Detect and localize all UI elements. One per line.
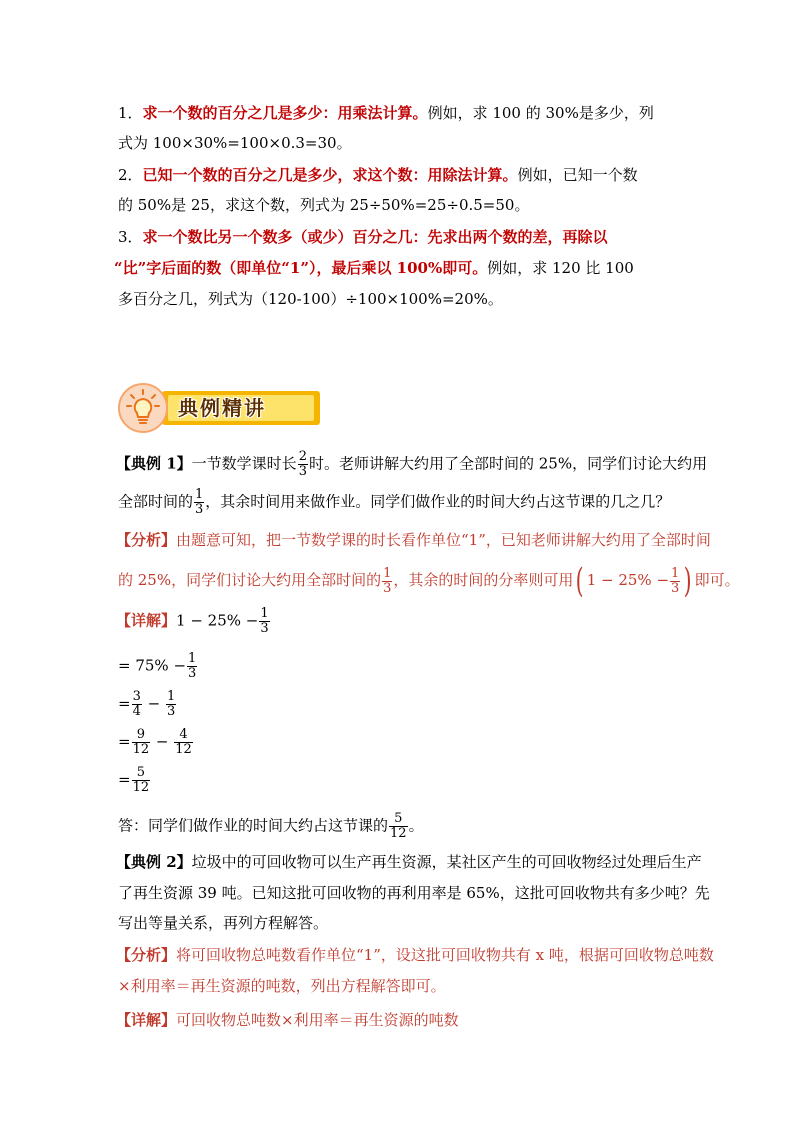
question-text: 垃圾中的可回收物可以生产再生资源，某社区产生的可回收物经过处理后生产 — [191, 853, 702, 871]
right-paren: ) — [683, 561, 692, 601]
analysis-text: 将可回收物总吨数看作单位“1”，设这批可回收物共有 x 吨，根据可回收物总吨数 — [176, 946, 714, 964]
question-text: 时。老师讲解大约用了全部时间的 25%，同学们讨论大约用 — [308, 454, 708, 473]
example-2-analysis-line-1 — [116, 945, 714, 965]
fraction — [132, 690, 142, 719]
numerator: 1 — [195, 487, 204, 502]
left-paren: ( — [576, 561, 585, 601]
numerator: 1 — [383, 565, 392, 581]
question-text: ，其余时间用来做作业。同学们做作业的时间大约占这节课的几之几？ — [205, 492, 671, 511]
rule-number: 2． — [118, 166, 143, 184]
numerator: 1 — [188, 651, 197, 666]
step-text: = — [118, 694, 131, 713]
rule-3-line-2 — [114, 258, 634, 278]
fraction — [259, 607, 269, 636]
rule-3-line-3: 多百分之几，列式为（120-100）÷100×100%=20%。 — [118, 290, 503, 308]
denominator: 3 — [188, 666, 197, 681]
step-text: = — [118, 770, 131, 789]
example-2-question-line-2: 了再生资源 39 吨。已知这批可回收物的再利用率是 65%，这批可回收物共有多少吨？先 — [118, 884, 710, 902]
question-text: 一节数学课时长 — [191, 454, 297, 473]
fraction — [382, 567, 392, 596]
rule-1-line-2: 式为 100×30%=100×0.3=30。 — [118, 134, 352, 152]
example-2-detail-line-1 — [116, 1010, 459, 1030]
example-2-label: 【典例 2】 — [116, 853, 192, 871]
analysis-label: 【分析】 — [116, 946, 177, 964]
rule-3-example: 例如，求 120 比 100 — [487, 259, 634, 277]
step-text: = — [118, 732, 131, 751]
answer-text: 。 — [408, 816, 424, 835]
fraction — [132, 728, 151, 757]
denominator: 3 — [383, 580, 392, 596]
rule-3-emphasis: 求一个数比另一个数多（或少）百分之几：先求出两个数的差，再除以 — [142, 228, 608, 246]
rule-2-line-1 — [118, 165, 638, 185]
rule-1-emphasis: 求一个数的百分之几是多少：用乘法计算。 — [142, 104, 428, 122]
rule-3-emphasis-cont: “比”字后面的数（即单位“1”），最后乘以 100%即可。 — [114, 259, 488, 277]
example-1-analysis-line-1 — [116, 530, 711, 550]
numerator: 1 — [260, 606, 269, 621]
question-text: 全部时间的 — [118, 492, 194, 511]
fraction — [670, 567, 680, 596]
denominator: 3 — [671, 580, 680, 596]
step-text: 1 − 25% − — [176, 611, 259, 630]
example-1-label: 【典例 1】 — [116, 454, 192, 473]
denominator: 3 — [298, 464, 307, 479]
fraction — [194, 488, 204, 517]
rule-number: 3． — [118, 228, 143, 246]
denominator: 12 — [132, 780, 150, 795]
section-banner — [118, 383, 324, 435]
denominator: 3 — [166, 704, 176, 719]
rule-2-example: 例如，已知一个数 — [517, 166, 638, 184]
example-1-detail-step-1 — [116, 607, 271, 636]
rule-1-line-1 — [118, 103, 654, 123]
step-text: = 75% − — [118, 656, 187, 675]
rule-2-emphasis: 已知一个数的百分之几是多少，求这个数：用除法计算。 — [142, 166, 518, 184]
example-1-answer — [118, 812, 424, 841]
fraction — [187, 652, 197, 681]
rule-3-line-1 — [118, 227, 608, 247]
fraction — [174, 728, 193, 757]
lightbulb-icon — [126, 389, 160, 427]
analysis-expression: 1 − 25% − — [586, 571, 670, 589]
fraction — [166, 690, 176, 719]
analysis-text: 由题意可知，把一节数学课的时长看作单位“1”，已知老师讲解大约用了全部时间 — [176, 531, 711, 549]
example-2-question-line-3: 写出等量关系，再列方程解答。 — [118, 914, 329, 932]
fraction — [389, 812, 408, 841]
example-1-question-line-1 — [116, 450, 707, 479]
denominator: 12 — [390, 826, 407, 841]
denominator: 3 — [195, 502, 204, 517]
numerator: 9 — [132, 728, 151, 743]
numerator: 1 — [166, 689, 176, 704]
banner-title: 典例精讲 — [178, 396, 266, 420]
detail-label: 【详解】 — [116, 611, 177, 630]
example-1-analysis-line-2 — [118, 561, 740, 601]
detail-text: 可回收物总吨数×利用率＝再生资源的吨数 — [176, 1011, 459, 1029]
detail-label: 【详解】 — [116, 1011, 177, 1029]
fraction — [298, 450, 308, 479]
denominator: 12 — [175, 742, 192, 757]
fraction — [132, 766, 151, 795]
numerator: 5 — [132, 766, 151, 781]
analysis-text: 的 25%，同学们讨论大约用全部时间的 — [118, 571, 382, 589]
answer-text: 答：同学们做作业的时间大约占这节课的 — [118, 816, 389, 835]
numerator: 1 — [671, 565, 680, 581]
numerator: 5 — [389, 812, 408, 827]
example-1-detail-step-4: = $\frac{9}{12}$ − $\frac{4}{12}$ — [118, 727, 192, 757]
rule-2-line-2: 的 50%是 25，求这个数，列式为 25÷50%=25÷0.5=50。 — [118, 196, 530, 214]
numerator: 2 — [298, 449, 307, 464]
denominator: 3 — [260, 621, 269, 636]
analysis-text: 即可。 — [694, 571, 740, 589]
example-1-detail-step-5 — [118, 766, 151, 795]
example-2-analysis-line-2: ×利用率＝再生资源的吨数，列出方程解答即可。 — [118, 977, 446, 995]
example-2-question-line-1 — [116, 852, 702, 872]
denominator: 4 — [132, 704, 141, 719]
example-1-detail-step-2 — [118, 652, 198, 681]
analysis-text: ，其余的时间的分率则可用 — [393, 571, 574, 589]
numerator: 3 — [132, 689, 141, 704]
rule-1-example: 例如，求 100 的 30%是多少，列 — [427, 104, 654, 122]
rule-number: 1． — [118, 104, 143, 122]
numerator: 4 — [174, 728, 193, 743]
denominator: 12 — [132, 742, 150, 757]
analysis-label: 【分析】 — [116, 531, 177, 549]
example-1-question-line-2 — [118, 488, 670, 517]
example-1-detail-step-3: = $\frac{3}{4}$ − $\frac{1}{3}$ — [118, 689, 176, 719]
